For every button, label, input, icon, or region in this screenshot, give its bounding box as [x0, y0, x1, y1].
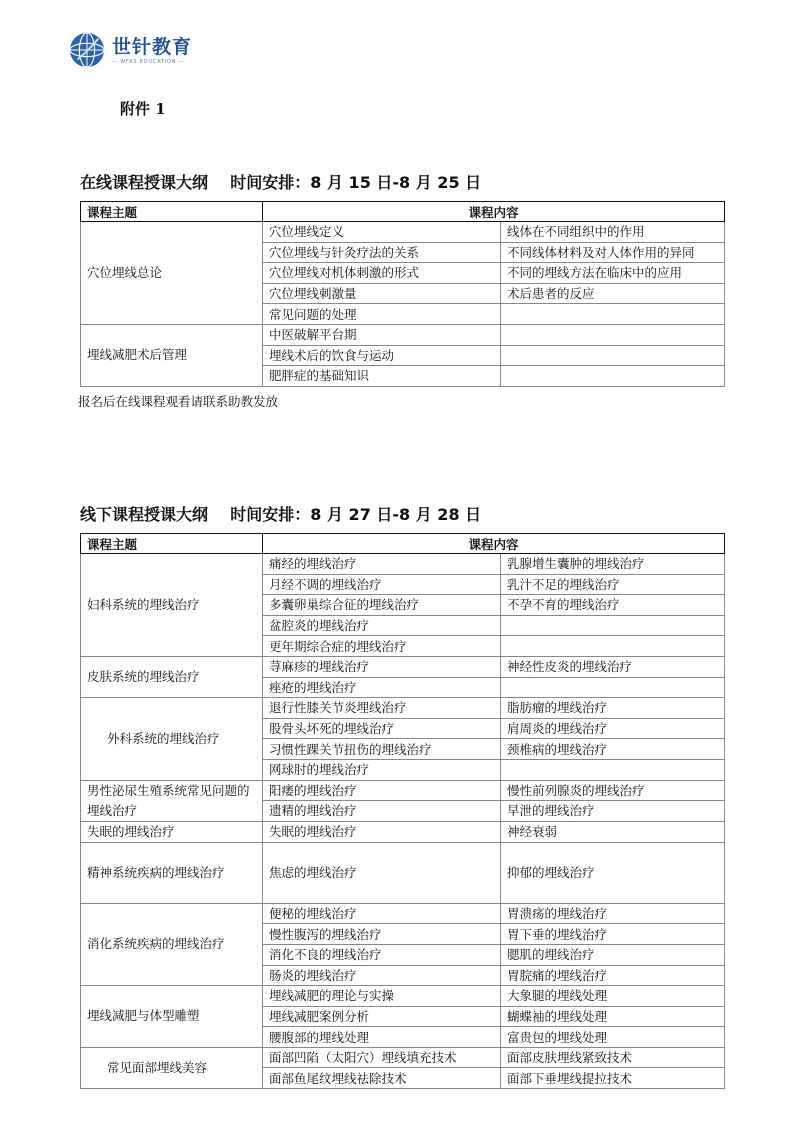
course-content-cell: 早泄的埋线治疗: [501, 801, 725, 822]
offline-outline-title: 线下课程授课大纲 时间安排：8 月 27 日-8 月 28 日: [80, 505, 482, 524]
course-topic: 精神系统疾病的埋线治疗: [81, 842, 263, 903]
topic-column-header: 课程主题: [81, 202, 263, 222]
course-content-cell: 术后患者的反应: [501, 283, 725, 304]
course-topic: 外科系统的埋线治疗: [81, 698, 263, 780]
course-content-cell: 面部鱼尾纹埋线祛除技术: [263, 1068, 501, 1089]
course-content-cell: 线体在不同组织中的作用: [501, 222, 725, 243]
course-content-cell: 失眠的埋线治疗: [263, 821, 501, 842]
course-content-cell: [501, 304, 725, 325]
online-outline-table: [80, 201, 725, 387]
course-topic: 消化系统疾病的埋线治疗: [81, 903, 263, 985]
course-content-cell: 习惯性踝关节扭伤的埋线治疗: [263, 739, 501, 760]
course-topic: 常见面部埋线美容: [81, 1047, 263, 1088]
course-content-cell: 埋线减肥的理论与实操: [263, 986, 501, 1007]
table-row: [81, 554, 725, 575]
course-content-cell: 乳腺增生囊肿的埋线治疗: [501, 554, 725, 575]
course-content-cell: [501, 615, 725, 636]
course-content-cell: 穴位埋线刺激量: [263, 283, 501, 304]
course-content-cell: 埋线减肥案例分析: [263, 1006, 501, 1027]
course-content-cell: 富贵包的埋线处理: [501, 1027, 725, 1048]
course-content-cell: 颈椎病的埋线治疗: [501, 739, 725, 760]
course-content-cell: [501, 636, 725, 657]
table-row: [81, 842, 725, 903]
course-content-cell: [501, 366, 725, 387]
course-content-cell: 不同的埋线方法在临床中的应用: [501, 263, 725, 284]
course-topic: 穴位埋线总论: [81, 222, 263, 325]
course-content-cell: 便秘的埋线治疗: [263, 903, 501, 924]
course-content-cell: 慢性腹泻的埋线治疗: [263, 924, 501, 945]
course-content-cell: 更年期综合症的埋线治疗: [263, 636, 501, 657]
logo: [68, 28, 192, 72]
course-content-cell: 慢性前列腺炎的埋线治疗: [501, 780, 725, 801]
logo-name: 世针教育: [112, 35, 193, 58]
course-content-cell: 穴位埋线定义: [263, 222, 501, 243]
course-topic: 埋线减肥与体型雕塑: [81, 986, 263, 1048]
course-content-cell: 不孕不育的埋线治疗: [501, 595, 725, 616]
course-content-cell: 脂肪瘤的埋线治疗: [501, 698, 725, 719]
content-column-header: 课程内容: [263, 202, 725, 222]
course-content-cell: 乳汁不足的埋线治疗: [501, 574, 725, 595]
course-content-cell: 穴位埋线对机体刺激的形式: [263, 263, 501, 284]
course-content-cell: 常见问题的处理: [263, 304, 501, 325]
topic-column-header: 课程主题: [81, 534, 263, 554]
course-content-cell: 面部下垂埋线提拉技术: [501, 1068, 725, 1089]
course-content-cell: 网球肘的埋线治疗: [263, 759, 501, 780]
course-content-cell: 股骨头坏死的埋线治疗: [263, 718, 501, 739]
course-content-cell: 多囊卵巢综合征的埋线治疗: [263, 595, 501, 616]
course-content-cell: 胃溃疡的埋线治疗: [501, 903, 725, 924]
table-header-row: [81, 534, 725, 554]
online-note: 报名后在线课程观看请联系助教发放: [78, 394, 279, 409]
table-row: [81, 698, 725, 719]
course-content-cell: 面部皮肤埋线紧致技术: [501, 1047, 725, 1068]
course-content-cell: 肥胖症的基础知识: [263, 366, 501, 387]
course-content-cell: 蝴蝶袖的埋线处理: [501, 1006, 725, 1027]
course-content-cell: 肠炎的埋线治疗: [263, 965, 501, 986]
course-topic: 失眠的埋线治疗: [81, 821, 263, 842]
offline-outline-table: [80, 533, 725, 1089]
course-content-cell: [501, 759, 725, 780]
course-content-cell: [501, 345, 725, 366]
course-content-cell: 不同线体材料及对人体作用的异同: [501, 242, 725, 263]
table-row: [81, 903, 725, 924]
table-row: [81, 222, 725, 243]
course-content-cell: 胃脘痛的埋线治疗: [501, 965, 725, 986]
course-content-cell: 神经性皮炎的埋线治疗: [501, 656, 725, 677]
course-content-cell: [501, 677, 725, 698]
table-row: [81, 1047, 725, 1068]
course-content-cell: 痤疮的埋线治疗: [263, 677, 501, 698]
course-content-cell: 阳痿的埋线治疗: [263, 780, 501, 801]
table-row: [81, 324, 725, 345]
course-content-cell: 大象腿的埋线处理: [501, 986, 725, 1007]
course-topic: 埋线减肥术后管理: [81, 324, 263, 386]
course-content-cell: 胃下垂的埋线治疗: [501, 924, 725, 945]
course-content-cell: 穴位埋线与针灸疗法的关系: [263, 242, 501, 263]
table-row: [81, 656, 725, 677]
course-content-cell: 焦虑的埋线治疗: [263, 842, 501, 903]
logo-subtitle: — WFAS EDUCATION —: [112, 58, 185, 65]
course-content-cell: 遗精的埋线治疗: [263, 801, 501, 822]
course-content-cell: 月经不调的埋线治疗: [263, 574, 501, 595]
globe-logo-icon: [68, 31, 106, 69]
content-column-header: 课程内容: [263, 534, 725, 554]
course-content-cell: 面部凹陷（太阳穴）埋线填充技术: [263, 1047, 501, 1068]
course-content-cell: 盆腔炎的埋线治疗: [263, 615, 501, 636]
course-content-cell: 肩周炎的埋线治疗: [501, 718, 725, 739]
course-content-cell: 神经衰弱: [501, 821, 725, 842]
course-topic: 皮肤系统的埋线治疗: [81, 656, 263, 697]
course-content-cell: 退行性膝关节炎埋线治疗: [263, 698, 501, 719]
table-row: [81, 986, 725, 1007]
course-content-cell: [501, 324, 725, 345]
course-content-cell: 埋线术后的饮食与运动: [263, 345, 501, 366]
course-content-cell: 消化不良的埋线治疗: [263, 944, 501, 965]
table-row: [81, 821, 725, 842]
course-content-cell: 腰腹部的埋线处理: [263, 1027, 501, 1048]
attachment-label: 附件 1: [120, 100, 166, 118]
course-content-cell: 腮肌的埋线治疗: [501, 944, 725, 965]
course-topic: 妇科系统的埋线治疗: [81, 554, 263, 657]
course-topic: 男性泌尿生殖系统常见问题的埋线治疗: [81, 780, 263, 821]
course-content-cell: 荨麻疹的埋线治疗: [263, 656, 501, 677]
table-row: [81, 780, 725, 801]
online-outline-title: 在线课程授课大纲 时间安排：8 月 15 日-8 月 25 日: [80, 173, 482, 192]
course-content-cell: 痛经的埋线治疗: [263, 554, 501, 575]
course-content-cell: 中医破解平台期: [263, 324, 501, 345]
table-header-row: [81, 202, 725, 222]
course-content-cell: 抑郁的埋线治疗: [501, 842, 725, 903]
